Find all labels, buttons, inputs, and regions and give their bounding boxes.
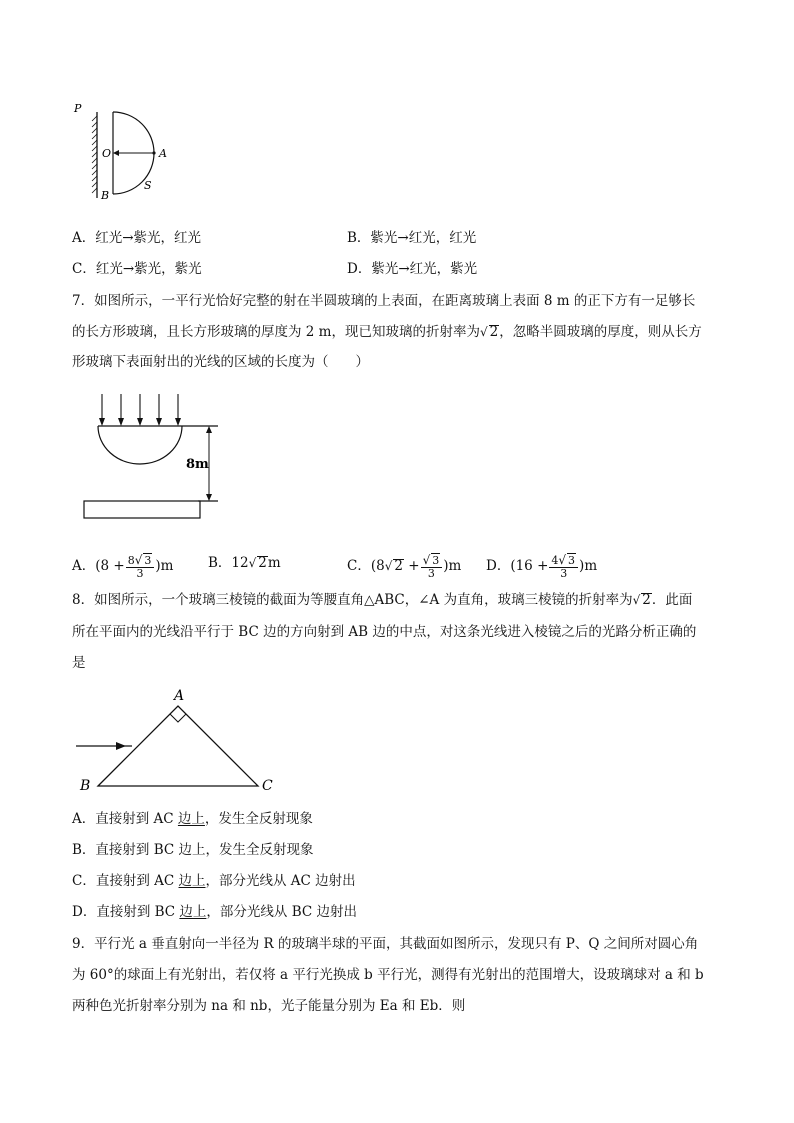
q8-option-underlined: 边上 (178, 873, 206, 889)
q7-dimension-arrow-top (206, 426, 212, 433)
q7-fraction (126, 553, 155, 580)
q7-sqrt: 2 (489, 324, 499, 340)
radical-sign: √ (558, 553, 567, 567)
q6-option-d[interactable] (347, 259, 477, 279)
q9-stem-line-2: 为 60°的球面上有光射出，若仅将 a 平行光换成 b 平行光，测得有光射出的范围增大，设玻璃球对 a 和 b (72, 967, 704, 983)
q7-semicircle (98, 426, 182, 464)
q8-option-underlined: 边上 (179, 904, 207, 920)
q7-incident-rays (102, 394, 178, 420)
q8-option-a[interactable] (72, 809, 313, 829)
q8-option-b[interactable] (72, 840, 314, 860)
q8-option-letter: B． (72, 842, 96, 858)
q7-fraction-num (549, 553, 578, 568)
q6-option-text: 红光→紫光，红光 (95, 230, 202, 246)
q7-option-text: )m (579, 558, 598, 574)
q7-fraction-num (421, 553, 443, 568)
q9-stem-line-1: 9．平行光 a 垂直射向一半径为 R 的玻璃半球的平面，其截面如图所示，发现只有 P、Q 之间所对圆心角 (72, 936, 699, 952)
q6-label-a: A (159, 147, 167, 160)
q6-option-letter: A． (72, 230, 96, 246)
q6-option-text: 紫光→红光，紫光 (371, 261, 478, 277)
q7-rectangular-glass (84, 501, 200, 518)
q7-option-text: (8 + (95, 558, 125, 574)
q7-fraction-den: 3 (427, 567, 435, 580)
q7-option-text: )m (443, 558, 462, 574)
q8-option-text: 直接射到 AC (95, 873, 179, 889)
q6-label-s: S (144, 179, 152, 192)
q8-option-text: 直接射到 BC 边上，发生全反射现象 (95, 842, 314, 858)
q7-radicand: 2 (258, 555, 267, 571)
q8-option-c[interactable] (72, 871, 356, 891)
q6-option-text: 紫光→红光，红光 (370, 230, 477, 246)
radical-sign: √ (134, 553, 143, 567)
q6-label-b: B (101, 189, 110, 202)
q7-fraction-den: 3 (136, 567, 144, 580)
q7-option-letter: A． (72, 558, 96, 574)
q6-label-o: O (102, 147, 112, 160)
q7-option-letter: D． (486, 558, 511, 574)
q6-option-b[interactable] (347, 228, 476, 248)
q8-label-b: B (80, 778, 91, 794)
q8-option-text: ，发生全反射现象 (204, 811, 313, 827)
num-radicand: 3 (568, 554, 576, 567)
q8-option-letter: A． (72, 811, 96, 827)
q7-option-text: (16 + (510, 558, 549, 574)
q6-figure (70, 98, 180, 208)
q6-option-letter: D． (347, 261, 372, 277)
q7-dimension-label: 8m (186, 457, 209, 472)
q8-sqrt: 2 (642, 592, 651, 608)
q8-option-underlined: 边上 (177, 811, 205, 827)
radical-sign: √ (248, 556, 257, 570)
q6-wall-hatch (92, 116, 97, 193)
q7-stem-line-3: 形玻璃下表面射出的光线的区域的长度为（ ） (72, 354, 369, 370)
q6-arrowhead (113, 150, 119, 156)
q6-label-p: P (74, 102, 82, 115)
radical-sign: √ (632, 593, 641, 607)
q8-stem-line-2: 所在平面内的光线沿平行于 BC 边的方向射到 AB 边的中点，对这条光线进入棱镜之后的光路分析正确的 (72, 624, 697, 640)
q8-option-letter: C． (72, 873, 96, 889)
q9-stem-line-3: 两种色光折射率分别为 na 和 nb，光子能量分别为 Ea 和 Eb．则 (72, 998, 466, 1014)
q8-option-text: 直接射到 BC (96, 904, 180, 920)
q7-dimension-arrow-bottom (206, 494, 212, 501)
q8-option-d[interactable] (72, 902, 357, 922)
q7-option-letter: C． (347, 558, 371, 574)
q8-figure (72, 684, 282, 796)
q7-option-text: + (403, 558, 420, 574)
q7-option-letter: B． (208, 555, 232, 571)
num-radicand: 3 (144, 554, 152, 567)
q7-option-a[interactable] (72, 553, 173, 580)
q8-option-letter: D． (72, 904, 97, 920)
q7-fraction (421, 553, 443, 580)
q8-right-angle-mark (170, 714, 186, 722)
radical-sign: √ (384, 559, 393, 573)
num-coef: 8 (127, 554, 135, 567)
q7-option-text: (8 (370, 558, 385, 574)
q8-stem-text: 8．如图所示，一个玻璃三棱镜的截面为等腰直角△ABC，∠A 为直角，玻璃三棱镜的折射率为 (72, 592, 633, 608)
q8-option-text: ，部分光线从 BC 边射出 (206, 904, 358, 920)
q6-option-c[interactable] (72, 259, 202, 279)
q7-fraction (549, 553, 578, 580)
q6-point-a (152, 151, 155, 154)
q7-option-text: m (267, 555, 281, 571)
q7-stem-text: 的长方形玻璃，且长方形玻璃的厚度为 2 m，现已知玻璃的折射率为 (72, 324, 480, 340)
q7-radicand: 2 (394, 558, 403, 574)
q8-option-text: 直接射到 AC (95, 811, 178, 827)
num-radicand: 3 (432, 554, 440, 567)
q7-option-text: 12 (231, 555, 249, 571)
q7-option-text: )m (155, 558, 174, 574)
q8-stem-line-3: 是 (72, 655, 86, 671)
q7-stem-line-2 (72, 322, 732, 342)
q8-stem-text: ．此面 (651, 592, 693, 608)
q7-fraction-num (126, 553, 155, 568)
radical-sign: √ (479, 325, 488, 339)
q7-figure (78, 390, 248, 525)
q8-label-a: A (174, 688, 185, 704)
q7-stem-line-1: 7．如图所示，一平行光恰好完整的射在半圆玻璃的上表面，在距离玻璃上表面 8 m 的正下方有一足够长 (72, 293, 696, 309)
q6-option-letter: C． (72, 261, 96, 277)
q7-stem-text: ，忽略半圆玻璃的厚度，则从长方 (499, 324, 702, 340)
q7-option-c[interactable] (347, 553, 461, 580)
q8-option-text: ，部分光线从 AC 边射出 (205, 873, 356, 889)
q8-stem-line-1 (72, 590, 732, 610)
q7-option-b[interactable] (208, 553, 281, 573)
q6-option-text: 红光→紫光，紫光 (95, 261, 202, 277)
q6-option-a[interactable] (72, 228, 201, 248)
q7-ray-arrowheads (99, 418, 181, 426)
q6-option-letter: B． (347, 230, 371, 246)
radical-sign: √ (422, 553, 431, 567)
q8-label-c: C (262, 778, 273, 794)
q8-ray-arrowhead (116, 742, 126, 750)
num-coef: 4 (551, 554, 559, 567)
q7-option-d[interactable] (486, 553, 597, 580)
q7-fraction-den: 3 (560, 567, 568, 580)
